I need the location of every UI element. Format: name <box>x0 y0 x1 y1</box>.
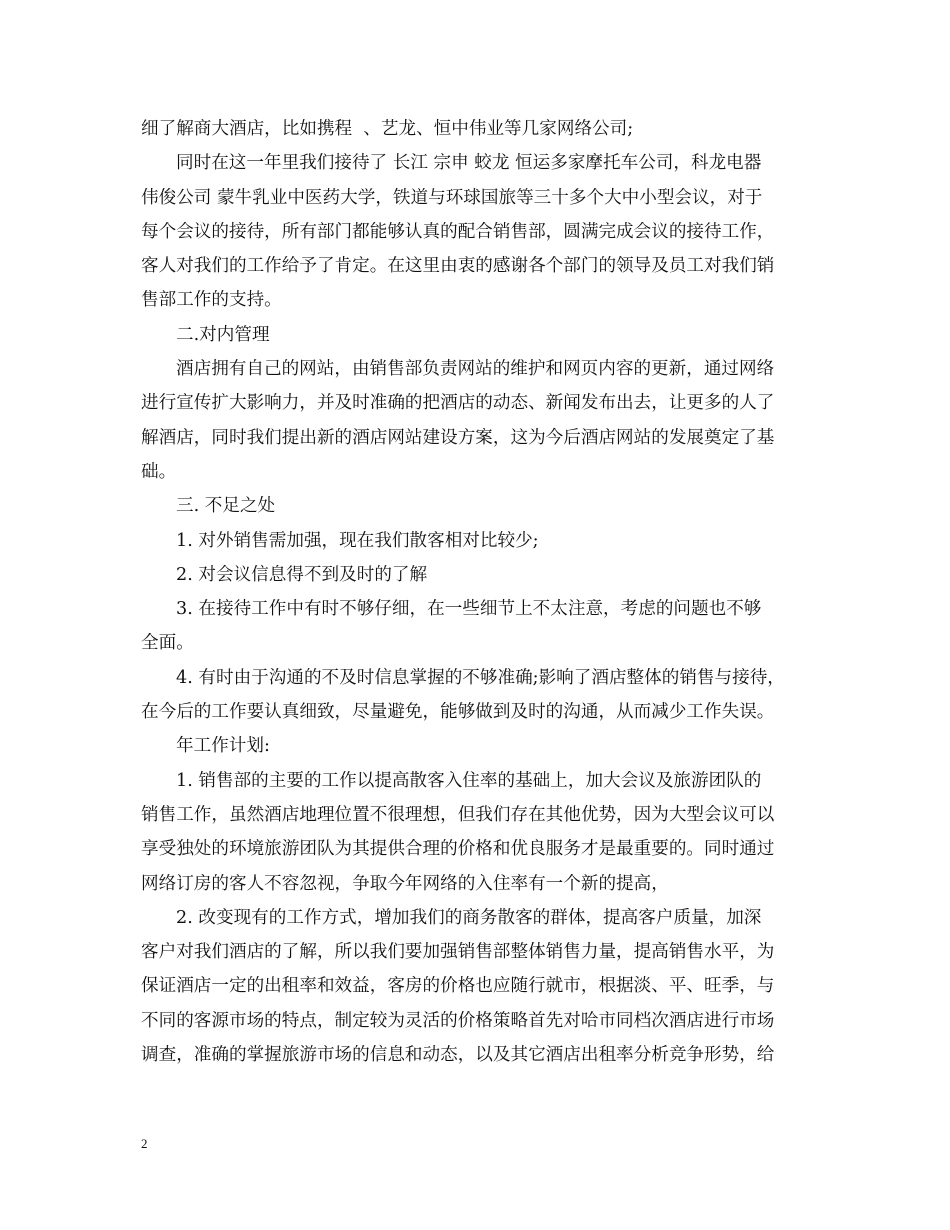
text-line: 享受独处的环境旅游团队为其提供合理的价格和优良服务才是最重要的。同时通过 <box>141 839 775 860</box>
text-line: 年工作计划: <box>176 736 270 757</box>
text-line: 客户对我们酒店的了解，所以我们要加强销售部整体销售力量，提高销售水平，为 <box>141 942 775 963</box>
text-line: 1. 对外销售需加强，现在我们散客相对比较少; <box>176 530 539 551</box>
text-line: 础。 <box>141 461 177 482</box>
text-line: 调查，准确的掌握旅游市场的信息和动态，以及其它酒店出租率分析竞争形势，给 <box>141 1045 775 1066</box>
text-line: 不同的客源市场的特点，制定较为灵活的价格策略首先对哈市同档次酒店进行市场 <box>141 1010 775 1031</box>
text-line: 2. 对会议信息得不到及时的了解 <box>176 564 428 585</box>
text-line: 在今后的工作要认真细致，尽量避免，能够做到及时的沟通，从而减少工作失误。 <box>141 702 775 723</box>
text-line: 保证酒店一定的出租率和效益，客房的价格也应随行就市，根据淡、平、旺季，与 <box>141 976 775 997</box>
document-body <box>141 112 811 1072</box>
text-line: 三. 不足之处 <box>176 496 276 517</box>
text-line: 每个会议的接待，所有部门都能够认真的配合销售部，圆满完成会议的接待工作， <box>141 221 775 242</box>
text-line: 同时在这一年里我们接待了 长江 宗申 蛟龙 恒运多家摩托车公司，科龙电器 <box>176 153 762 174</box>
text-line: 伟俊公司 蒙牛乳业中医药大学，铁道与环球国旅等三十多个大中小型会议，对于 <box>141 187 763 208</box>
text-line: 1. 销售部的主要的工作以提高散客入住率的基础上，加大会议及旅游团队的 <box>176 770 762 791</box>
text-line: 全面。 <box>141 633 194 654</box>
text-line: 解酒店，同时我们提出新的酒店网站建设方案，这为今后酒店网站的发展奠定了基 <box>141 427 775 448</box>
text-line: 售部工作的支持。 <box>141 290 282 311</box>
text-line: 二.对内管理 <box>176 324 270 345</box>
text-line: 进行宣传扩大影响力，并及时准确的把酒店的动态、新闻发布出去，让更多的人了 <box>141 393 775 414</box>
text-line: 客人对我们的工作给予了肯定。在这里由衷的感谢各个部门的领导及员工对我们销 <box>141 256 775 277</box>
text-line: 销售工作，虽然酒店地理位置不很理想，但我们存在其他优势，因为大型会议可以 <box>141 804 775 825</box>
text-line: 网络订房的客人不容忽视，争取今年网络的入住率有一个新的提高， <box>141 873 669 894</box>
text-line: 4. 有时由于沟通的不及时信息掌握的不够准确;影响了酒店整体的销售与接待， <box>176 667 785 688</box>
text-line: 细了解商大酒店，比如携程 、艺龙、恒中伟业等几家网络公司; <box>141 119 634 139</box>
text-line: 3. 在接待工作中有时不够仔细，在一些细节上不太注意，考虑的问题也不够 <box>176 599 762 620</box>
text-line: 2. 改变现有的工作方式，增加我们的商务散客的群体，提高客户质量，加深 <box>176 907 762 928</box>
text-line: 酒店拥有自己的网站，由销售部负责网站的维护和网页内容的更新，通过网络 <box>176 359 775 380</box>
page-number: 2 <box>141 1136 148 1151</box>
